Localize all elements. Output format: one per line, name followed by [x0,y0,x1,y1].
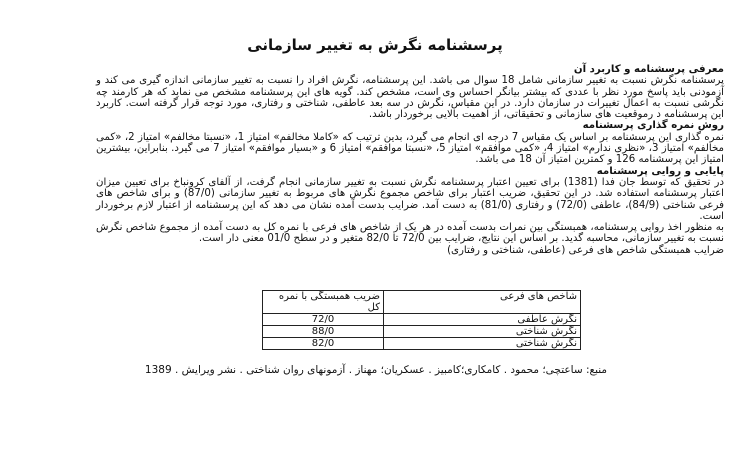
table-row [263,326,581,338]
correlation-table [262,290,581,350]
source-citation: منبع: ساعتچی؛ محمود . کامکاری؛کامبیز . عسکریان؛ مهناز . آزمونهای روان شناختی . نشر ویرایش . 1389 [144,364,608,376]
table-caption: ضرایب همبستگی شاخص های فرعی (عاطفی، شناختی و رفتاری) [447,244,724,256]
correlation-cell: 82/0 [263,338,384,350]
document-title: پرسشنامه نگرش به تغییر سازمانی [247,36,503,54]
scoring-heading: روش نمره گذاری پرسشنامه [582,120,724,132]
subscale-cell: نگرش شناختی [384,338,581,350]
subscale-cell: نگرش شناختی [384,326,581,338]
correlation-cell: 72/0 [263,314,384,326]
intro-paragraph: پرسشنامه نگرش نسبت به تغییر سازمانی شامل 18 سوال می باشد. این پرسشنامه، نگرش افراد را نسبت به تغییر سازمانی اندازه گیری می کند و آزمودنی باید پاسخ مورد نظر با عددی که بیشتر بیانگر احساس وی است، مشخص کند. گویه های این پرسشنامه مشخص می نماید که هر کارمند چه نگرشی نسبت به اعمال تغییرات در سازمان دارد. در این مقیاس، نگرش در سه بعد عاطفی، شناختی و رفتاری، مورد توجه قرار گرفته است. کاربرد این پرسشنامه د رموقعیت های سازمانی و تحقیقاتی، از اهمیت بالایی برخوردار باشد. [96,75,724,121]
validity-paragraph: در تحقیق که توسط جان فدا (1381) برای تعیین اعتبار پرسشنامه نگرش نسبت به تغییر سازمانی انجام گرفت، از آلفای کرونباخ برای تعیین میزان اعتبار پرسشنامه استفاده شد. در این تحقیق، ضریب اعتبار برای شاخص مجموع نگرش های مربوط به تغییر سازمانی (87/0) و برای شاخص های فرعی شناختی (84/9)، عاطفی (72/0) و رفتاری (81/0) به دست آمد. ضرایب بدست آمده نشان می دهد که این پرسشنامه از اعتبار لازم برخوردار است. [96,176,724,222]
validity-paragraph-2: به منظور اخذ روایی پرسشنامه، همبستگی بین نمرات بدست آمده در هر یک از شاخص های فرعی با نمره کل به دست آمده از مجموع شاخص نگرش نسبت به تغییر سازمانی، محاسبه گدید. بر اساس این نتایج، ضرایب بین 72/0 تا 82/0 متغیر و در سطح 01/0 معنی دار است. [96,222,724,245]
header-subscale: شاخص های فرعی [384,291,581,314]
header-correlation: ضریب همبستگی با نمره کل [263,291,384,314]
document-body [96,64,724,256]
table-row [263,338,581,350]
intro-heading: معرفی پرسشنامه و کاربرد آن [573,64,724,75]
table-row [263,314,581,326]
validity-heading: پایایی و روایی پرسشنامه [596,165,724,177]
table-header-row [263,291,581,314]
correlation-cell: 88/0 [263,326,384,338]
subscale-cell: نگرش عاطفی [384,314,581,326]
scoring-paragraph: نمره گذاری این پرسشنامه بر اساس یک مقیاس 7 درجه ای انجام می گیرد، بدین ترتیب که «کاملا مخالفم» امتیاز 1، «نسبتا مخالفم» امتیاز 2، «کمی مخالفم» امتیاز 3، «نظری ندارم» امتیاز 4، «کمی موافقم» امتیاز 5، «نسبتا موافقم» امتیاز 6 و «بسیار موافقم» امتیاز 7 می گیرد. بنابراین، بیشترین امتیاز این پرسشنامه 126 و کمترین امتیاز آن 18 می باشد. [96,131,724,166]
